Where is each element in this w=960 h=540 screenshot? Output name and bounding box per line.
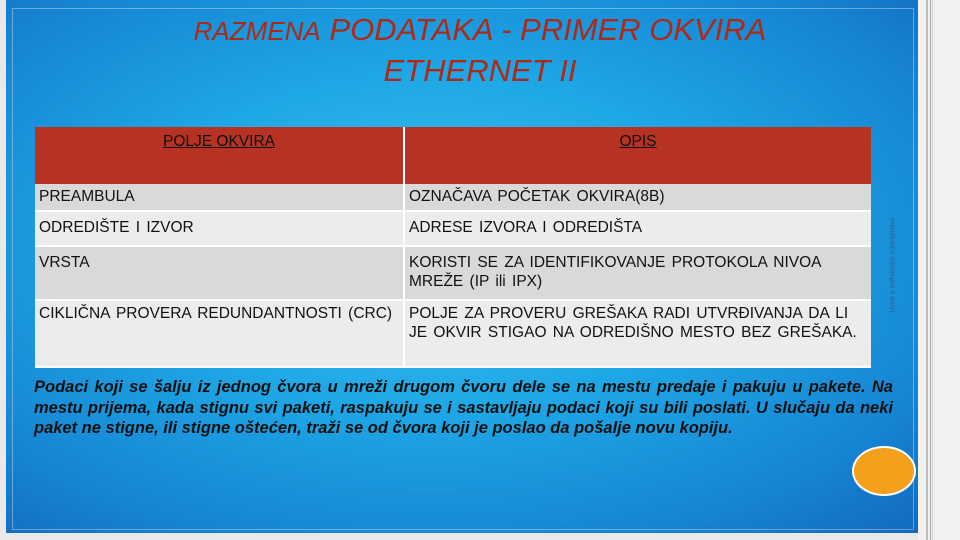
table-row: [35, 246, 871, 300]
table-row: [35, 300, 871, 367]
cell-description: KORISTI SE ZA IDENTIFIKOVANJE PROTOKOLA NIVOA MREŽE (IP ili IPX): [404, 246, 871, 300]
ethernet-frame-table: [35, 127, 871, 368]
orange-circle-decoration: [852, 446, 916, 496]
title-word-small: RAZMENA: [193, 16, 321, 46]
cell-field: VRSTA: [35, 246, 404, 300]
slide-frame-divider: [930, 0, 931, 540]
table-row: [35, 184, 871, 211]
slide-title: [120, 10, 840, 91]
cell-field: PREAMBULA: [35, 184, 404, 211]
slide-frame-left: [0, 0, 6, 540]
cell-description: OZNAČAVA POČETAK OKVIRA(8B): [404, 184, 871, 211]
cell-description: POLJE ZA PROVERU GREŠAKA RADI UTVRĐIVANJA DA LI JE OKVIR STIGAO NA ODREDIŠNO MESTO BEZ GREŠAKA.: [404, 300, 871, 367]
slide-frame-right: [918, 0, 960, 540]
slide-frame-bottom: [0, 533, 918, 540]
description-paragraph: Podaci koji se šalju iz jednog čvora u mreži drugom čvoru dele se na mestu predaje i pakuju u pakete. Na mestu prijema, kada stignu svi paketi, raspakuju se i sastavljaju podaci koji su bili poslati. U slučaju da neki paket ne stigne, ili stigne oštećen, traži se od čvora koji je poslao da pošalje novu kopiju.: [34, 378, 893, 437]
table-row: [35, 211, 871, 246]
title-line2: ETHERNET II: [383, 53, 577, 88]
column-header-description: OPIS: [404, 127, 871, 184]
cell-field: ODREDIŠTE I IZVOR: [35, 211, 404, 246]
cell-field: CIKLIČNA PROVERA REDUNDANTNOSTI (CRC): [35, 300, 404, 367]
vertical-side-text: Uvod u softversko inženjerstvo: [889, 217, 897, 313]
table-header-row: [35, 127, 871, 184]
cell-description: ADRESE IZVORA I ODREDIŠTA: [404, 211, 871, 246]
title-line1-rest: PODATAKA - PRIMER OKVIRA: [320, 12, 767, 47]
column-header-field: POLJE OKVIRA: [35, 127, 404, 184]
